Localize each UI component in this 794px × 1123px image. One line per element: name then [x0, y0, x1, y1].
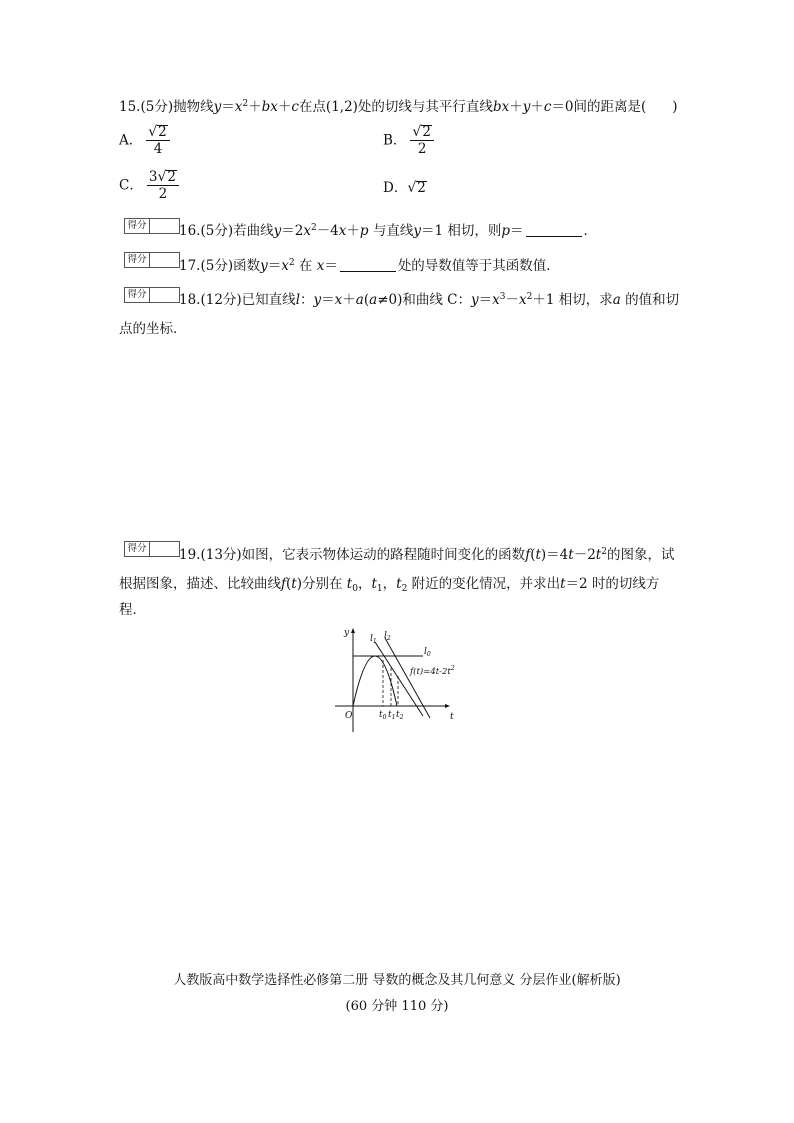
label-t0: $t_0$ [379, 710, 387, 721]
tangent-l1 [375, 642, 423, 716]
q15-stem: 15.(5分)抛物线$y=x^2+bx+c$在点(1,2)处的切线与其平行直线bx＋y＋c＝0间的距离是( ) [119, 99, 678, 115]
function-label: $f(t)=4t-2t^2$ [410, 665, 455, 677]
score-box-18: 得分 [124, 287, 180, 303]
document-title: 人教版高中数学选择性必修第二册 导数的概念及其几何意义 分层作业(解析版) [173, 973, 621, 988]
answer-blank-17[interactable] [340, 259, 396, 272]
label-l1: $l_1$ [370, 634, 377, 645]
tangent-lines-figure [330, 624, 465, 734]
t-axis-label: t [450, 712, 454, 722]
score-box-19: 得分 [124, 541, 180, 557]
t-axis-arrow [445, 704, 450, 708]
q18-line2: 点的坐标． [119, 321, 187, 337]
label-l2: $l_2$ [384, 631, 391, 642]
q18-stem: 18.(12分)已知直线l：y＝x＋a(a≠0)和曲线 C：$y=x^3-x^2+1$ 相切，求a 的值和切 [179, 292, 680, 308]
label-t2: $t_2$ [396, 710, 404, 721]
q16-stem: 16.(5分)若曲线$y=2x^2-4x+p$ 与直线y＝1 相切，则p＝ ． [179, 223, 598, 239]
q19-line3: 程． [119, 602, 146, 618]
score-box-17: 得分 [124, 252, 180, 268]
q17-stem: 17.(5分)函数$y=x^2$ 在 x＝ 处的导数值等于其函数值． [179, 258, 560, 274]
parabola-curve [353, 656, 397, 706]
q15-choice-d: D． √ 2 [383, 180, 426, 196]
origin-label: O [345, 711, 353, 721]
q19-line1: 19.(13分)如图，它表示物体运动的路程随时间变化的函数$f(t)=4t-2t^2$的图象，试 [179, 547, 675, 563]
y-axis-label: y [344, 628, 350, 638]
answer-blank-16[interactable] [526, 224, 582, 237]
q15-choice-b: B． √ 2 2 [383, 124, 434, 157]
score-box-16: 得分 [124, 218, 180, 234]
y-axis-arrow [351, 628, 355, 633]
label-t1: $t_1$ [388, 710, 396, 721]
q15-choice-c: C． 3 √ 2 2 [119, 169, 179, 202]
q15-choice-a: A． √ 2 4 [119, 124, 170, 157]
label-l0: $l_0$ [424, 647, 431, 658]
document-subtitle: (60 分钟 110 分) [345, 999, 449, 1014]
q19-line2: 根据图象，描述、比较曲线f(t)分别在 $t_0$，$t_1$，$t_2$ 附近的变化情况，并求出t＝2 时的切线方 [119, 576, 660, 594]
